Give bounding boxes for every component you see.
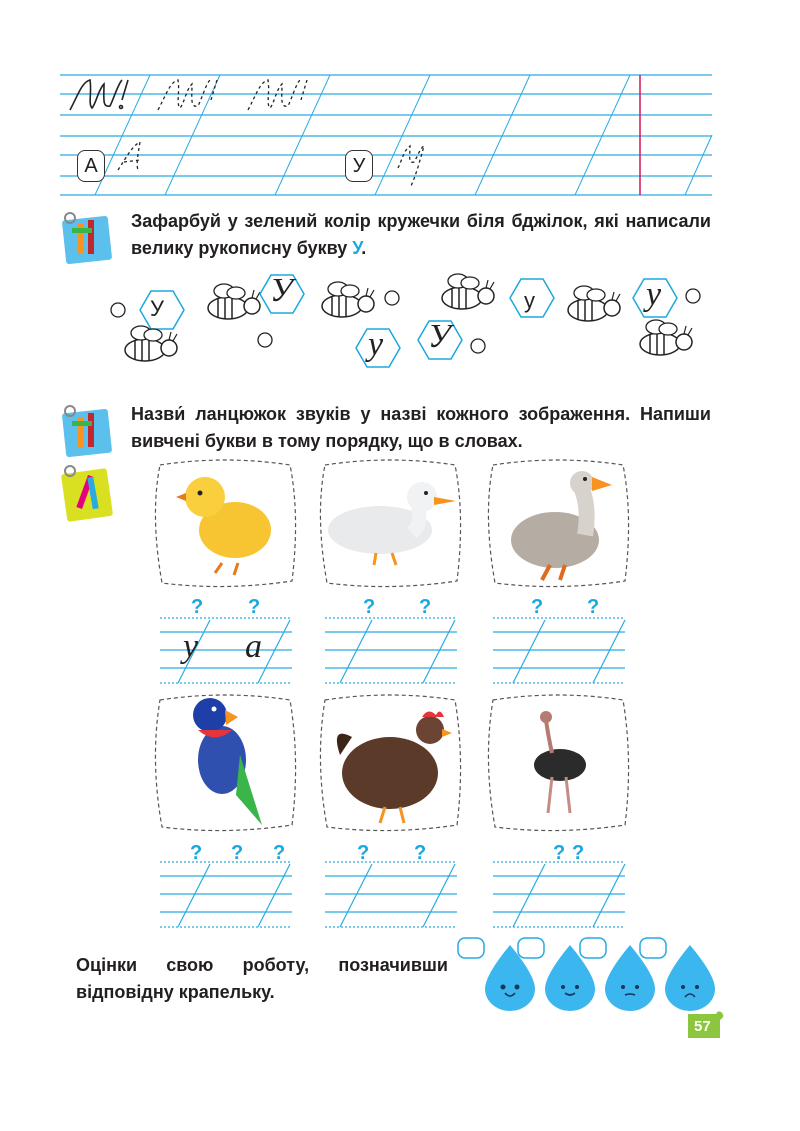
answer-circle[interactable] [385,291,399,305]
paint-task-icon [60,210,116,266]
sad-drop-icon [665,945,715,1011]
animals-grid [0,455,800,945]
letter-u-box: У [345,150,373,182]
bee-letter: у [646,276,662,313]
bee-letter: У [428,318,451,355]
answer-circle[interactable] [258,333,272,347]
copybook-lines [0,0,800,200]
bee-letter: У [150,296,164,321]
task1-instruction: Зафарбуй у зелений колір кружечки біля бджілок, які написали велику рукописну букву У. [131,211,711,258]
letter-a-box: А [77,150,105,182]
written-letter: у [183,628,199,665]
paint-task-icon [60,403,116,459]
bee-letter: у [368,326,384,363]
drops-rating [455,935,715,1015]
self-assessment-text: Оцінки свою роботу, позначивши відповідну крапельку. [76,955,448,1002]
task2-instruction: Назви́ ланцюжок звуків у назві кожного зображення. Напиши вивчені букви в тому порядку, що в словах. [131,404,711,451]
bee-letter: у [524,288,535,313]
answer-circle[interactable] [686,289,700,303]
answer-circle[interactable] [111,303,125,317]
bee-letter: У [270,272,293,309]
page-number: 57 [694,1018,711,1035]
written-letter: а [245,628,262,665]
bee-row [100,268,720,380]
answer-circle[interactable] [471,339,485,353]
